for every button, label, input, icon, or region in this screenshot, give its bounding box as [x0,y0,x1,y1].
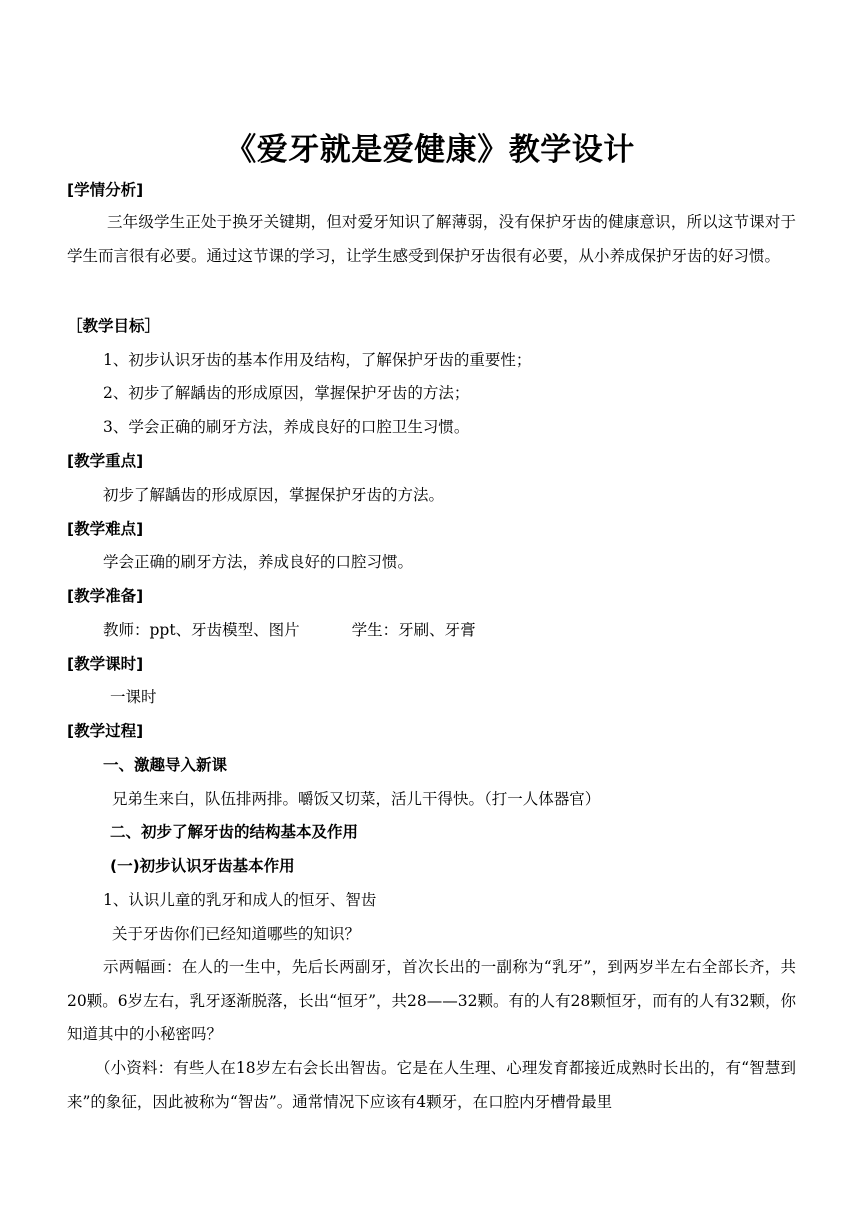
section-heading-teaching-goals: ［教学目标］ [67,317,161,335]
riddle-text: 兄弟生来白，队伍排两排。嚼饭又切菜，活儿干得快。（打一人体器官） [112,790,601,808]
section-heading-key-points: [教学重点] [67,452,144,470]
section-heading-difficulties: [教学难点] [67,520,144,538]
wisdom-tooth-note-paragraph: （小资料：有些人在18岁左右会长出智齿。它是在人生理、心理发育都接近成熟时长出的，有“智慧到来”的象征，因此被称为“智齿”。通常情况下应该有4颗牙，在口腔内牙槽骨最里 [67,1059,796,1111]
teeth-description-paragraph: 示两幅画：在人的一生中，先后长两副牙，首次长出的一副称为“乳牙”，到两岁半左右全部长齐，共20颗。6岁左右，乳牙逐渐脱落，长出“恒牙”，共28——32颗。有的人有28颗恒牙，而有的人有32颗，你知道其中的小秘密吗？ [67,958,796,1043]
preparation-student: 学生：牙刷、牙膏 [351,621,476,639]
process-step-1-heading: 一、激趣导入新课 [103,756,228,774]
section-heading-student-analysis: [学情分析] [67,181,144,199]
student-analysis-paragraph: 三年级学生正处于换牙关键期，但对爱牙知识了解薄弱，没有保护牙齿的健康意识，所以这节课对于学生而言很有必要。通过这节课的学习，让学生感受到保护牙齿很有必要，从小养成保护牙齿的好习惯。 [67,213,796,265]
process-step-2-item-1: 1、认识儿童的乳牙和成人的恒牙、智齿 [103,891,377,909]
goal-item-2: 2、初步了解龋齿的形成原因，掌握保护牙齿的方法； [103,384,470,402]
section-heading-process: [教学过程] [67,722,144,740]
document-title: 《爱牙就是爱健康》教学设计 [225,132,635,168]
goal-item-1: 1、初步认识牙齿的基本作用及结构，了解保护牙齿的重要性； [103,351,532,369]
section-heading-preparation: [教学准备] [67,587,144,605]
key-points-text: 初步了解龋齿的形成原因，掌握保护牙齿的方法。 [103,486,445,504]
preparation-teacher: 教师：ppt、牙齿模型、图片 [103,621,300,639]
process-step-2-subheading: (一)初步认识牙齿基本作用 [110,857,295,875]
difficulties-text: 学会正确的刷牙方法，养成良好的口腔习惯。 [103,553,414,571]
question-text: 关于牙齿你们已经知道哪些的知识？ [112,925,361,943]
section-heading-lesson-time: [教学课时] [67,655,144,673]
goal-item-3: 3、学会正确的刷牙方法，养成良好的口腔卫生习惯。 [103,418,470,436]
lesson-time-text: 一课时 [110,688,157,706]
process-step-2-heading: 二、初步了解牙齿的结构基本及作用 [110,823,359,841]
preparation-text [103,620,476,640]
